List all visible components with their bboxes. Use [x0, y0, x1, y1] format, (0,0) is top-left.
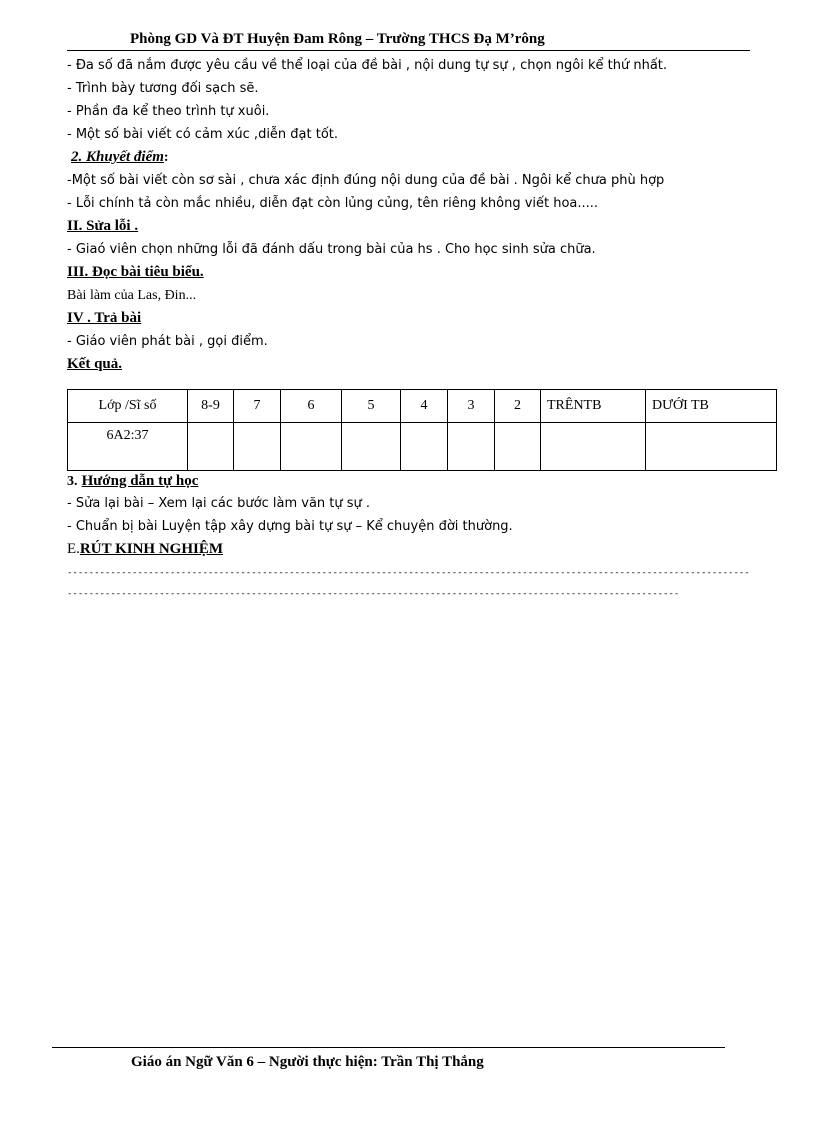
table-row — [68, 423, 777, 471]
list-item: - Giáo viên phát bài , gọi điểm. — [67, 334, 268, 349]
rut-kinh-prefix: E. — [67, 541, 80, 557]
table-header-cell: 4 — [401, 390, 448, 423]
khuyet-diem-heading: 2. Khuyết điểm — [71, 149, 164, 165]
table-header-cell: 8-9 — [188, 390, 234, 423]
heading-colon: : — [163, 150, 169, 165]
main-content — [67, 54, 767, 376]
table-header-row — [68, 390, 777, 423]
dashed-line: ----------------------------------------------------------------------------------------------------------------- — [67, 589, 680, 599]
section-heading-khuyet-diem — [67, 146, 767, 169]
list-item: -Một số bài viết còn sơ sài , chưa xác định đúng nội dung của đề bài . Ngôi kể chưa phù hợp — [67, 173, 665, 188]
self-study-section — [67, 470, 767, 561]
table-cell — [234, 423, 281, 471]
list-item: Bài làm của Las, Đin... — [67, 288, 197, 303]
list-item: - Một số bài viết có cảm xúc ,diễn đạt tốt. — [67, 127, 339, 142]
section3-number: 3. — [67, 474, 78, 489]
table-cell — [646, 423, 777, 471]
list-item: - Phần đa kể theo trình tự xuôi. — [67, 104, 270, 119]
huong-dan-heading: Hướng dẫn tự học — [81, 473, 199, 489]
footer-rule — [52, 1047, 725, 1048]
tra-bai-heading: IV . Trả bài — [67, 310, 142, 326]
table-header-cell: 7 — [234, 390, 281, 423]
header-rule — [67, 50, 750, 51]
table-cell — [401, 423, 448, 471]
table-cell-class: 6A2:37 — [68, 423, 188, 471]
sua-loi-heading: II. Sửa lỗi . — [67, 218, 139, 234]
list-item: - Chuẩn bị bài Luyện tập xây dựng bài tự sự – Kể chuyện đời thường. — [67, 519, 513, 534]
rut-kinh-heading: RÚT KINH NGHIỆM — [79, 541, 223, 557]
table-cell — [188, 423, 234, 471]
table-cell — [448, 423, 495, 471]
table-header-cell: TRÊNTB — [541, 390, 646, 423]
table-cell — [342, 423, 401, 471]
table-cell — [281, 423, 342, 471]
table-cell — [541, 423, 646, 471]
result-table — [67, 389, 777, 471]
page-header: Phòng GD Và ĐT Huyện Đam Rông – Trường THCS Đạ M’rông — [130, 31, 545, 47]
dashed-line: ------------------------------------------------------------------------------------------------------------------------------ — [67, 568, 750, 578]
table-header-cell: 5 — [342, 390, 401, 423]
list-item: - Giaó viên chọn những lỗi đã đánh dấu trong bài của hs . Cho học sinh sửa chữa. — [67, 242, 596, 257]
table-header-cell: 3 — [448, 390, 495, 423]
page-footer: Giáo án Ngữ Văn 6 – Người thực hiện: Trần Thị Thắng — [131, 1054, 484, 1070]
table-header-cell: 2 — [495, 390, 541, 423]
ket-qua-heading: Kết quả. — [67, 356, 123, 372]
list-item: - Trình bày tương đối sạch sẽ. — [67, 81, 259, 96]
list-item: - Sửa lại bài – Xem lại các bước làm văn tự sự . — [67, 496, 371, 511]
list-item: - Lỗi chính tả còn mắc nhiều, diễn đạt còn lủng củng, tên riêng không viết hoa..... — [67, 196, 599, 211]
doc-bai-heading: III. Đọc bài tiêu biểu. — [67, 264, 204, 280]
table-header-cell: Lớp /Sĩ số — [68, 390, 188, 423]
list-item: - Đa số đã nắm được yêu cầu về thể loại của đề bài , nội dung tự sự , chọn ngôi kể thứ nhất. — [67, 58, 668, 73]
table-header-cell: 6 — [281, 390, 342, 423]
table-header-cell: DƯỚI TB — [646, 390, 777, 423]
table-cell — [495, 423, 541, 471]
